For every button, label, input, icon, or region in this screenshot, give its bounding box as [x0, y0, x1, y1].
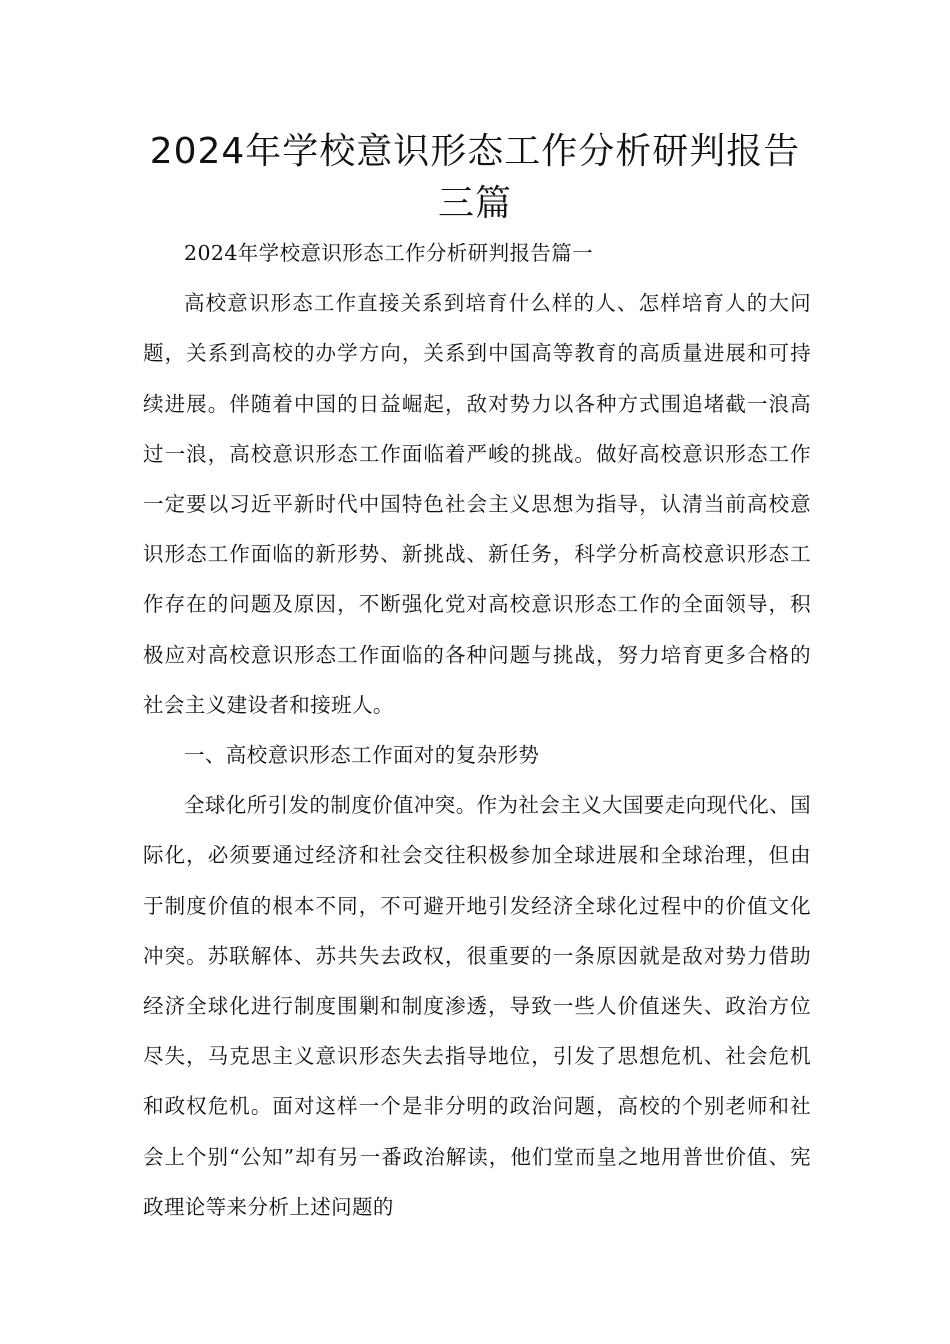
- document-title: [90, 126, 860, 230]
- title-line-1: 2024年学校意识形态工作分析研判报告: [149, 131, 801, 172]
- section-heading: 一、高校意识形态工作面对的复杂形势: [184, 743, 540, 768]
- intro-paragraph: 高校意识形态工作直接关系到培育什么样的人、怎样培育人的大问题，关系到高校的办学方向，关系到中国高等教育的高质量进展和可持续进展。伴随着中国的日益崛起，敌对势力以各种方式围追堵截一浪高过一浪，高校意识形态工作面临着严峻的挑战。做好高校意识形态工作一定要以习近平新时代中国特色社会主义思想为指导，认清当前高校意识形态工作面临的新形势、新挑战、新任务，科学分析高校意识形态工作存在的问题及原因，不断强化党对高校意识形态工作的全面领导，积极应对高校意识形态工作面临的各种问题与挑战，努力培育更多合格的社会主义建设者和接班人。: [143, 291, 811, 717]
- subtitle-paragraph: 2024年学校意识形态工作分析研判报告篇一: [184, 241, 594, 265]
- body-paragraph: 全球化所引发的制度价值冲突。作为社会主义大国要走向现代化、国际化，必须要通过经济和社会交往积极参加全球进展和全球治理，但由于制度价值的根本不同，不可避开地引发经济全球化过程中的价值文化冲突。苏联解体、苏共失去政权，很重要的一条原因就是敌对势力借助经济全球化进行制度围剿和制度渗透，导致一些人价值迷失、政治方位尽失，马克思主义意识形态失去指导地位，引发了思想危机、社会危机和政权危机。面对这样一个是非分明的政治问题，高校的个别老师和社会上个别“公知”却有另一番政治解读，他们堂而皇之地用普世价值、宪政理论等来分析上述问题的: [143, 793, 811, 1219]
- document-body: [143, 228, 811, 1232]
- title-line-2: 三篇: [437, 183, 512, 224]
